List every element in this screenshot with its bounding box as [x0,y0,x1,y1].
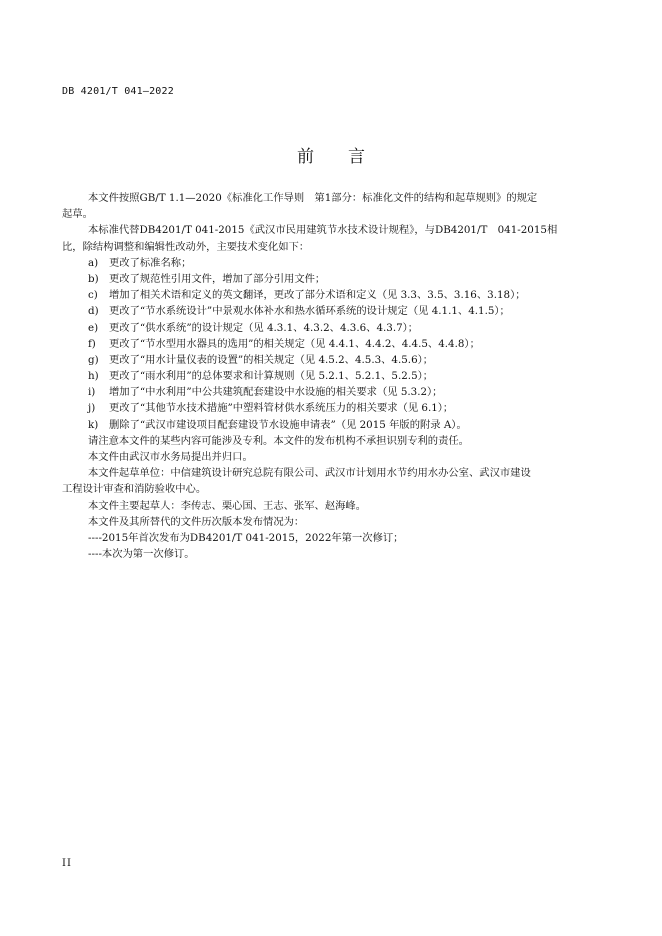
list-item [62,368,588,384]
list-text: 增加了相关术语和定义的英文翻译，更改了部分术语和定义（见 3.3、3.5、3.16、3.18）； [109,289,526,302]
list-marker: b) [88,272,99,285]
list-text: 删除了“武汉市建设项目配套建设节水设施申请表”（见 2015 年版的附录 A）。 [109,418,467,431]
list-marker: k) [88,418,99,431]
list-text: 更改了规范性引用文件，增加了部分引用文件； [109,272,326,285]
history-intro: 本文件及其所替代的文件历次版本发布情况为： [88,515,305,528]
list-marker: i) [88,386,96,399]
list-text: 更改了“用水计量仪表的设置”的相关规定（见 4.5.2、4.5.3、4.5.6）； [109,353,434,366]
list-text: 更改了“节水系统设计”中景观水体补水和热水循环系统的设计规定（见 4.1.1、4.1.5）； [109,305,510,318]
list-marker: e) [88,321,99,334]
list-item [62,384,588,400]
list-text: 更改了“雨水利用”的总体要求和计算规则（见 5.2.1、5.2.1、5.2.5）； [109,370,434,383]
paragraph-line: 本标准代替DB4201/T 041-2015《武汉市民用建筑节水技术设计规程》，与DB4201/T 041-2015相 [88,224,558,237]
list-item [62,336,588,352]
list-item [62,271,588,287]
list-marker: f) [88,337,96,350]
list-text: 更改了“其他节水技术措施”中塑料管材供水系统压力的相关要求（见 6.1）； [109,402,454,415]
paragraph-line: 起草。 [62,208,93,221]
patent-note: 请注意本文件的某些内容可能涉及专利。本文件的发布机构不承担识别专利的责任。 [88,434,469,447]
list-item [62,352,588,368]
list-marker: j) [88,402,96,415]
list-text: 更改了“节水型用水器具的选用”的相关规定（见 4.4.1、4.4.2、4.4.5、4.4.8）； [109,337,480,350]
list-item [62,287,588,303]
paragraph-line: 比，除结构调整和编辑性改动外，主要技术变化如下： [62,240,310,253]
list-text: 更改了标准名称； [109,256,192,269]
drafting-units-continued: 工程设计审查和消防验收中心。 [62,483,207,496]
drafting-units: 本文件起草单位：中信建筑设计研究总院有限公司、武汉市计划用水节约用水办公室、武汉市建设 [88,467,531,480]
page-title: 前言 [297,147,399,167]
list-marker: g) [88,353,99,366]
history-item: ----本次为第一次修订。 [88,548,195,561]
list-marker: c) [88,289,98,302]
list-marker: a) [88,256,99,269]
list-marker: h) [88,370,99,383]
paragraph-line: 本文件按照GB/T 1.1—2020《标准化工作导则 第1部分：标准化文件的结构和起草规则》的规定 [88,192,538,204]
proposer-note: 本文件由武汉市水务局提出并归口。 [88,451,253,463]
drafters: 本文件主要起草人：李传志、栗心国、王志、张军、赵海峰。 [88,499,367,512]
standard-code: DB 4201/T 041—2022 [62,86,174,97]
list-item [62,417,588,433]
list-item [62,400,588,416]
history-item: ----2015年首次发布为DB4201/T 041-2015，2022年第一次修订； [88,531,404,544]
list-marker: d) [88,305,99,318]
list-item [62,255,588,271]
page-number: II [62,858,72,869]
document-body [62,190,588,562]
list-text: 更改了“供水系统”的设计规定（见 4.3.1、4.3.2、4.3.6、4.3.7）； [109,321,419,334]
list-item [62,320,588,336]
list-text: 增加了“中水利用”中公共建筑配套建设中水设施的相关要求（见 5.3.2）； [109,386,443,399]
list-item [62,303,588,319]
